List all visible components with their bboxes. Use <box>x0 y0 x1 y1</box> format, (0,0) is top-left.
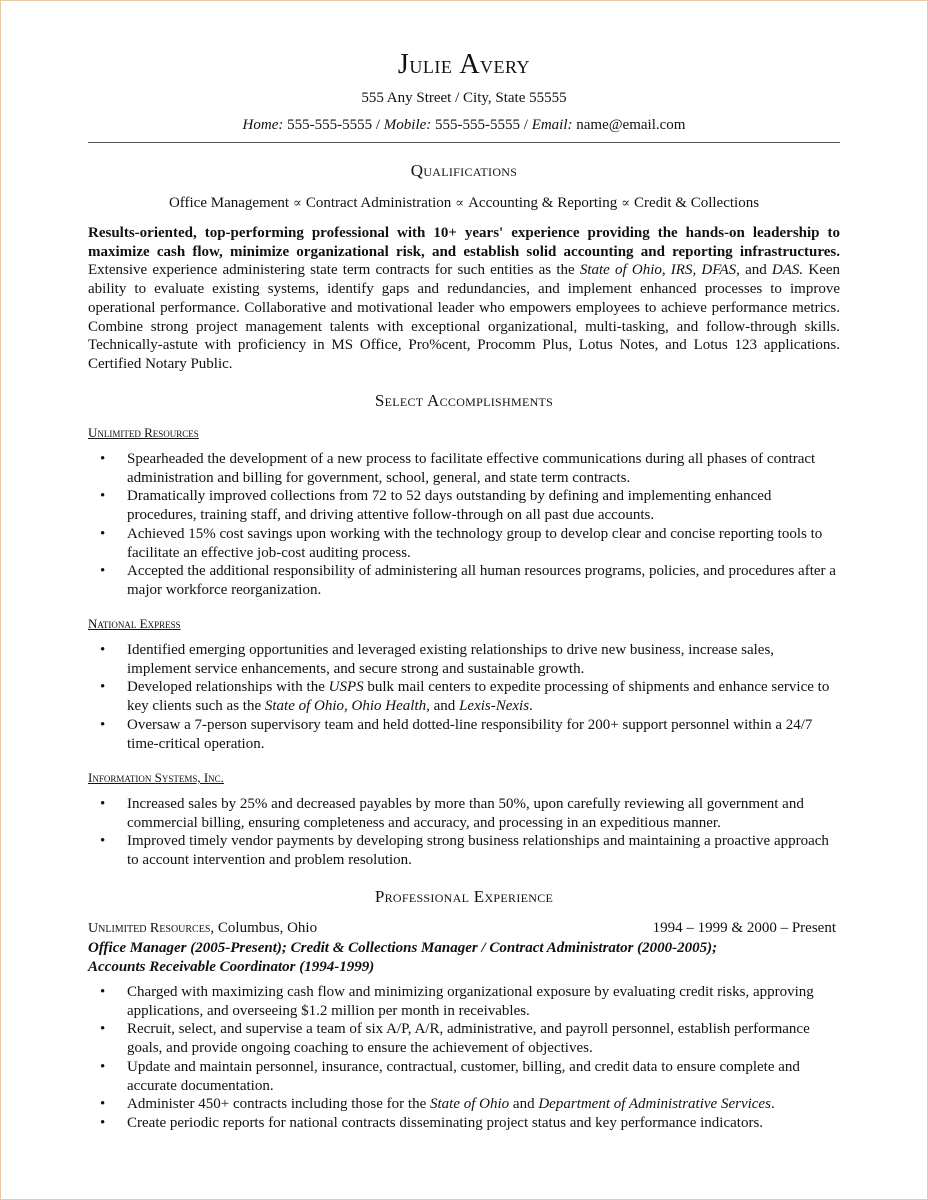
bullet-text: Increased sales by 25% and decreased payables by more than 50%, upon carefully reviewing all government and commercial billing, ensuring completeness and accuracy, and processing in an expeditious manner. <box>127 796 804 831</box>
list-item <box>88 1058 840 1095</box>
bullet-icon: • <box>100 1021 106 1038</box>
list-item <box>88 641 840 678</box>
bullet-text: Administer 450+ contracts including those for the <box>127 1096 427 1113</box>
summary-text: and <box>745 262 767 279</box>
bullet-icon: • <box>100 1096 106 1113</box>
mobile-label: Mobile: <box>383 117 432 133</box>
mobile-phone: 555-555-5555 <box>435 117 521 133</box>
job-titles-line: Office Manager (2005-Present); Credit & Collections Manager / Contract Administrator (2000-2005); <box>88 940 718 956</box>
bullet-text: bulk mail centers to expedite processing of shipments and enhance service to key clients such as the <box>127 679 830 715</box>
accomplishments-list-infosys <box>88 795 840 870</box>
clients-text: State of Ohio, Ohio Health, <box>264 698 430 715</box>
list-item <box>88 1114 840 1133</box>
bullet-text: and <box>433 698 456 715</box>
experience-company-line <box>88 920 840 937</box>
contact-separator: / <box>372 117 384 133</box>
qualification-item: Credit & Collections <box>634 195 760 211</box>
bullet-text: Oversaw a 7-person supervisory team and held dotted-line responsibility for 200+ support personnel within a 24/7 time-critical operation. <box>127 716 813 752</box>
summary-entities: State of Ohio, IRS, DFAS, <box>579 262 740 279</box>
home-phone: 555-555-5555 <box>287 117 373 133</box>
qualification-separator-icon: ∝ <box>293 195 302 210</box>
bullet-icon: • <box>100 642 106 658</box>
job-titles <box>88 939 840 976</box>
professional-summary <box>88 224 840 374</box>
bullet-icon: • <box>100 451 106 467</box>
experience-company: Unlimited Resources <box>88 921 211 936</box>
name-last-initial: A <box>459 49 481 80</box>
bullet-text: . <box>770 1096 775 1113</box>
bullet-text: Dramatically improved collections from 72 to 52 days outstanding by defining and implementing enhanced procedures, training staff, and driving attentive follow-through on all past due accounts. <box>127 488 772 524</box>
qualification-item: Accounting & Reporting <box>468 195 618 211</box>
bullet-text: Update and maintain personnel, insurance, contractual, customer, billing, and credit data to ensure complete and accurate documentation. <box>127 1058 800 1094</box>
accomplishments-list-national <box>88 641 840 753</box>
lexis-text: Lexis-Nexis <box>459 698 530 715</box>
qualification-separator-icon: ∝ <box>455 195 465 210</box>
qualifications-heading: Qualifications <box>410 161 518 180</box>
bullet-icon: • <box>100 716 106 733</box>
qualifications-list <box>88 195 840 212</box>
list-item <box>88 795 840 832</box>
experience-dates: 1994 – 1999 & 2000 – Present <box>652 920 836 936</box>
bullet-icon: • <box>100 1058 106 1075</box>
accomplishments-list-unlimited <box>88 450 840 600</box>
candidate-name <box>88 49 840 81</box>
list-item <box>88 450 840 487</box>
summary-text: Keen ability to evaluate existing systems, identify gaps and redundancies, and implement enhanced processes to improve operational performance. Collaborative and motivational leader who empowers employees to achieve performance metrics. Combine strong project management talents with exceptional organizational, multi-tasking, and follow-through skills. Technically-astute with proficiency in MS Office, Pro%cent, Procomm Plus, Lotus Notes, and Lotus 123 applications. Certified Notary Public. <box>88 262 841 372</box>
bullet-icon: • <box>100 833 106 850</box>
state-text: State of Ohio <box>429 1096 510 1113</box>
list-item <box>88 1020 840 1057</box>
bullet-text: Identified emerging opportunities and leveraged existing relationships to drive new business, increase sales, implement service enhancements, and secure strong and sustainable growth. <box>127 642 775 677</box>
name-first-rest: ulie <box>409 50 453 79</box>
name-first-initial: J <box>397 49 410 80</box>
bullet-text: Achieved 15% cost savings upon working with the technology group to develop clear and concise reporting tools to facilitate an effective job-cost auditing process. <box>127 525 823 561</box>
list-item <box>88 487 840 524</box>
name-last-rest: very <box>480 50 531 79</box>
street-address: 555 Any Street / City, State 55555 <box>361 90 567 106</box>
list-item <box>88 832 840 869</box>
contact-line <box>88 117 840 134</box>
bullet-icon: • <box>100 796 106 812</box>
list-item <box>88 983 840 1020</box>
company-name: Information Systems, Inc. <box>88 770 224 785</box>
bullet-text: Accepted the additional responsibility of administering all human resources programs, policies, and procedures after a major workforce reorganization. <box>127 563 836 598</box>
summary-text: Extensive experience administering state term contracts for such entities as the <box>88 262 575 279</box>
list-item <box>88 562 840 599</box>
bullet-text: Recruit, select, and supervise a team of six A/P, A/R, administrative, and payroll personnel, establish performance goals, and provide ongoing coaching to ensure the achievement of objectives. <box>127 1021 810 1057</box>
bullet-icon: • <box>100 679 106 696</box>
email-label: Email: <box>531 117 573 133</box>
bullet-text: Improved timely vendor payments by developing strong business relationships and maintaining a proactive approach to account intervention and problem resolution. <box>127 833 829 869</box>
home-label: Home: <box>242 117 284 133</box>
job-titles-line: Accounts Receivable Coordinator (1994-1999) <box>88 958 375 975</box>
company-name: National Express <box>88 616 181 631</box>
list-item <box>88 1095 840 1114</box>
company-name: Unlimited Resources <box>88 425 199 440</box>
email-address: name@email.com <box>576 117 686 133</box>
bullet-text: Charged with maximizing cash flow and minimizing organizational exposure by evaluating credit risks, approving applications, and overseeing $1.2 million per month in receivables. <box>127 984 814 1019</box>
summary-entities: DAS. <box>771 262 804 279</box>
accomplishments-heading: Select Accomplishments <box>374 391 554 410</box>
bullet-icon: • <box>100 488 106 505</box>
bullet-text: Create periodic reports for national contracts disseminating project status and key performance indicators. <box>127 1114 764 1131</box>
bullet-icon: • <box>100 563 106 580</box>
department-text: Department of Administrative Services <box>538 1096 771 1113</box>
bullet-text: and <box>512 1096 535 1113</box>
bullet-icon: • <box>100 984 106 1000</box>
bullet-icon: • <box>100 525 106 542</box>
bullet-text: . <box>529 698 533 715</box>
experience-heading: Professional Experience <box>374 887 554 906</box>
usps-text: USPS <box>328 679 364 696</box>
list-item <box>88 525 840 562</box>
bullet-text: Developed relationships with the <box>127 679 325 696</box>
experience-location: , Columbus, Ohio <box>210 920 318 936</box>
qualification-item: Contract Administration <box>305 195 452 211</box>
bullet-icon: • <box>100 1114 106 1131</box>
qualification-separator-icon: ∝ <box>621 195 631 210</box>
qualification-item: Office Management <box>168 195 290 211</box>
header-divider <box>88 142 840 143</box>
list-item <box>88 716 840 753</box>
bullet-text: Spearheaded the development of a new process to facilitate effective communications during all phases of contract administration and billing for government, school, general, and state term contracts. <box>127 451 816 486</box>
summary-lead: Results-oriented, top-performing professional with 10+ years' experience providing the hands-on leadership to maximize cash flow, minimize organizational risk, and establish solid accounting and reporting infrastructures. <box>88 225 840 260</box>
experience-duties-list <box>88 983 840 1133</box>
list-item <box>88 678 840 715</box>
contact-separator: / <box>520 117 532 133</box>
